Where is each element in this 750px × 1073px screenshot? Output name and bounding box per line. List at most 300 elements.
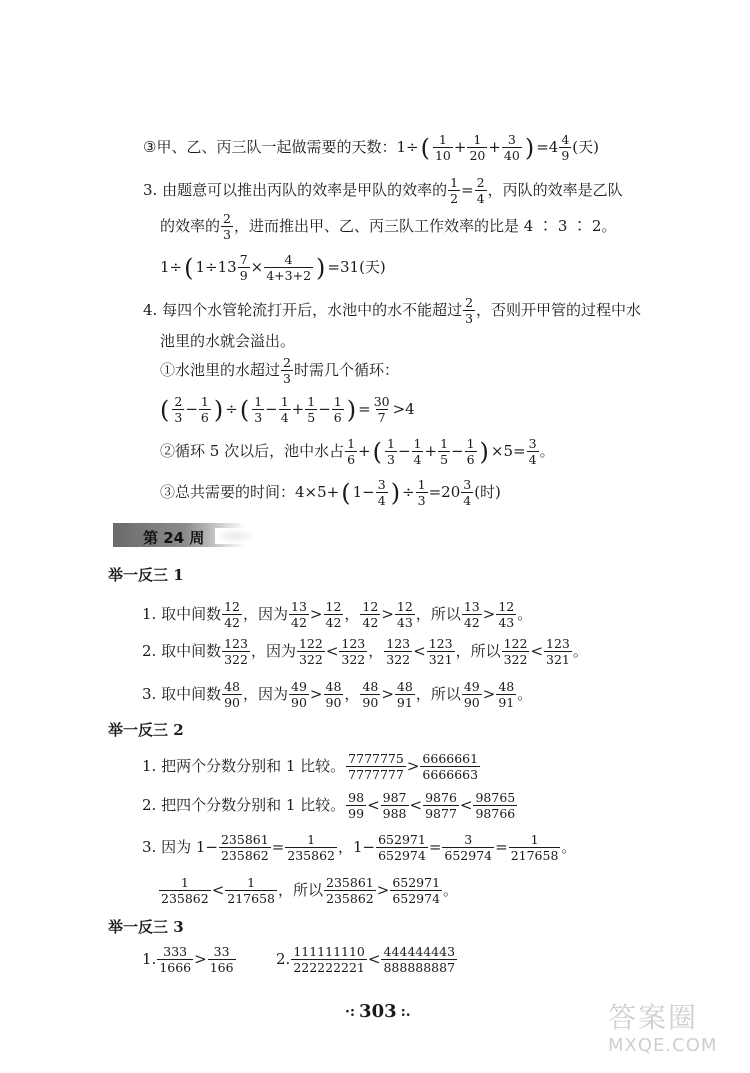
fraction-denominator: 6 xyxy=(466,452,475,468)
paren: ) xyxy=(213,395,224,424)
fraction-denominator: 322 xyxy=(503,652,528,668)
fraction-numerator: 123 xyxy=(341,636,366,651)
fraction-denominator: 652974 xyxy=(378,848,426,864)
fraction xyxy=(297,637,325,666)
item-text: 。 xyxy=(561,838,577,857)
q4-text: 。 xyxy=(539,442,555,461)
operator: < xyxy=(367,950,381,969)
fraction-denominator: 20 xyxy=(469,148,486,164)
fraction-numerator: 1 xyxy=(347,436,356,451)
fraction xyxy=(279,395,291,424)
s1-item-2 xyxy=(142,637,588,666)
fraction-denominator: 4 xyxy=(280,410,289,426)
q4-line-2 xyxy=(160,334,295,349)
fraction-denominator: 99 xyxy=(348,806,365,822)
fraction-numerator: 3 xyxy=(507,132,516,147)
q4-text: =20 xyxy=(428,483,461,502)
fraction xyxy=(252,395,264,424)
fraction xyxy=(219,833,271,862)
operator: − xyxy=(451,442,464,461)
operator: = xyxy=(358,400,371,419)
item-text: 1. xyxy=(142,950,157,969)
fraction xyxy=(222,680,242,709)
fraction-numerator: 4 xyxy=(561,132,570,147)
fraction-numerator: 6666661 xyxy=(422,751,479,766)
fraction-numerator: 122 xyxy=(503,636,528,651)
fraction-numerator: 12 xyxy=(498,599,515,614)
item-text: ，因为 xyxy=(243,605,289,624)
operator: > xyxy=(381,605,394,624)
paren: ) xyxy=(524,133,535,162)
fraction-denominator: 322 xyxy=(386,652,411,668)
q4-step3 xyxy=(160,478,501,507)
fraction-numerator: 49 xyxy=(463,679,480,694)
fraction xyxy=(475,176,487,205)
fraction xyxy=(473,791,517,820)
operator: > xyxy=(482,605,496,624)
fraction xyxy=(463,296,475,325)
paren: ( xyxy=(184,253,194,282)
q4-step1 xyxy=(160,356,399,385)
fraction-numerator: 1 xyxy=(280,394,289,409)
fraction-denominator: 321 xyxy=(428,652,453,668)
s2-item-2 xyxy=(142,791,518,820)
item-text: ， xyxy=(344,605,360,624)
paren: ( xyxy=(372,437,382,466)
fraction xyxy=(502,637,530,666)
operator: > xyxy=(309,605,323,624)
fraction xyxy=(416,478,428,507)
fraction-numerator: 48 xyxy=(224,679,240,694)
fraction xyxy=(427,637,455,666)
item-text: ，所以 xyxy=(278,881,324,900)
q4-step2 xyxy=(160,437,555,466)
unit-text: (时) xyxy=(474,483,501,502)
fraction xyxy=(559,133,571,162)
fraction-denominator: 9877 xyxy=(425,806,457,822)
q4-expression-1 xyxy=(158,395,415,424)
fraction-numerator: 2 xyxy=(476,175,485,190)
q3-text: 3. 由题意可以推出丙队的效率是甲队的效率的 xyxy=(143,181,448,200)
fraction xyxy=(281,356,293,385)
fraction-denominator: 5 xyxy=(307,410,316,426)
fraction-numerator: 1 xyxy=(200,394,209,409)
fraction-denominator: 322 xyxy=(224,652,248,668)
fraction-numerator: 3 xyxy=(463,477,472,492)
fraction xyxy=(467,133,487,162)
fraction xyxy=(324,600,344,629)
fraction xyxy=(289,600,309,629)
fraction xyxy=(496,600,516,629)
operator: > xyxy=(376,881,390,900)
fraction-denominator: 9 xyxy=(239,268,248,284)
circle-marker: ③ xyxy=(143,138,157,157)
fraction-denominator: 90 xyxy=(291,695,307,711)
operator: < xyxy=(367,796,380,815)
fraction-denominator: 42 xyxy=(463,615,480,631)
fraction-numerator: 48 xyxy=(325,679,342,694)
fraction-numerator: 235861 xyxy=(220,832,269,847)
item-text: 。 xyxy=(517,605,533,624)
fraction-denominator: 91 xyxy=(498,695,515,711)
item-text: 1. 取中间数 xyxy=(142,605,222,624)
fraction xyxy=(372,395,392,424)
fraction xyxy=(384,637,412,666)
watermark-url: MXQE.COM xyxy=(608,1035,718,1056)
fraction-numerator: 2 xyxy=(223,211,231,226)
equals-text: =4 xyxy=(536,138,559,157)
item-text: ，所以 xyxy=(415,605,461,624)
q4-text: 池里的水就会溢出。 xyxy=(160,332,296,350)
s1-item-3 xyxy=(142,680,532,709)
fraction-denominator: 1666 xyxy=(159,960,192,976)
fraction-numerator: 122 xyxy=(298,636,323,651)
q4-text: ，否则开甲管的过程中水 xyxy=(476,301,642,320)
item-text: ， xyxy=(344,685,360,704)
fraction-denominator: 90 xyxy=(325,695,342,711)
q4-text: 时需几个循环： xyxy=(293,361,399,380)
fraction xyxy=(305,395,317,424)
s3-item-1 xyxy=(142,945,237,974)
fraction xyxy=(502,133,522,162)
fraction xyxy=(264,253,313,282)
operator: ÷ xyxy=(225,400,238,419)
operator: = xyxy=(495,838,508,857)
fraction-numerator: 1 xyxy=(247,875,256,890)
fraction-numerator: 7 xyxy=(239,252,248,267)
fraction-numerator: 30 xyxy=(373,394,390,409)
step-text: 甲、乙、丙三队一起做需要的天数：1÷ xyxy=(156,138,419,157)
operator: = xyxy=(271,838,285,857)
item-text: 。 xyxy=(572,642,588,661)
q4-text: >4 xyxy=(392,400,415,419)
q3-text: =31(天) xyxy=(327,258,386,277)
operator: < xyxy=(409,796,423,815)
fraction-numerator: 98 xyxy=(348,790,365,805)
operator: = xyxy=(461,181,474,200)
page-number xyxy=(345,1001,411,1022)
paren: ( xyxy=(239,395,250,424)
fraction-denominator: 4 xyxy=(528,452,537,468)
fraction xyxy=(544,637,572,666)
fraction-numerator: 12 xyxy=(362,599,379,614)
item-text: 3. 因为 1− xyxy=(142,838,218,857)
fraction-denominator: 6 xyxy=(333,410,342,426)
fraction-numerator: 12 xyxy=(224,599,240,614)
q3-text: 1÷ xyxy=(160,258,183,277)
item-text: 2. 把四个分数分别和 1 比较。 xyxy=(142,796,346,815)
operator: > xyxy=(482,685,496,704)
fraction xyxy=(395,600,415,629)
q4-text: ②循环 5 次以后，池中水占 xyxy=(160,442,345,461)
fraction-numerator: 9876 xyxy=(425,790,457,805)
fraction-denominator: 6 xyxy=(347,452,356,468)
fraction-denominator: 42 xyxy=(362,615,379,631)
fraction-numerator: 1 xyxy=(450,175,459,190)
q4-text: 4. 每四个水管轮流打开后，水池中的水不能超过 xyxy=(143,301,463,320)
fraction xyxy=(433,133,453,162)
operator: < xyxy=(459,796,473,815)
fraction xyxy=(376,833,428,862)
fraction xyxy=(339,637,367,666)
paren: ) xyxy=(390,478,401,507)
fraction-numerator: 2 xyxy=(283,355,291,370)
fraction xyxy=(345,437,357,466)
fraction-numerator: 49 xyxy=(291,679,307,694)
s2-item-3 xyxy=(142,833,576,862)
fraction-denominator: 235862 xyxy=(161,891,209,907)
fraction-denominator: 321 xyxy=(546,652,570,668)
fraction-denominator: 90 xyxy=(224,695,240,711)
operator: − xyxy=(265,400,278,419)
fraction-denominator: 4 xyxy=(463,493,472,509)
paren: ) xyxy=(479,437,489,466)
fraction-denominator: 43 xyxy=(396,615,413,631)
fraction-denominator: 10 xyxy=(434,148,451,164)
fraction-denominator: 322 xyxy=(298,652,323,668)
fraction-denominator: 166 xyxy=(209,960,234,976)
fraction-numerator: 111111110 xyxy=(293,944,365,959)
fraction-denominator: 235862 xyxy=(287,848,335,864)
item-text: 3. 取中间数 xyxy=(142,685,222,704)
fraction xyxy=(442,833,494,862)
paren: ( xyxy=(160,395,170,424)
fraction xyxy=(285,833,337,862)
fraction-numerator: 123 xyxy=(428,636,453,651)
fraction-numerator: 1 xyxy=(473,132,482,147)
fraction-numerator: 7777775 xyxy=(348,751,404,766)
fraction-denominator: 91 xyxy=(396,695,413,711)
fraction xyxy=(208,945,236,974)
fraction-denominator: 6 xyxy=(200,410,209,426)
fraction-numerator: 12 xyxy=(325,599,342,614)
fraction-numerator: 1 xyxy=(438,132,447,147)
fraction-denominator: 217658 xyxy=(227,891,276,907)
fraction xyxy=(221,212,233,241)
fraction-denominator: 7 xyxy=(377,410,386,426)
operator: + xyxy=(358,442,371,461)
item-text: ，1− xyxy=(337,838,376,857)
fraction-numerator: 13 xyxy=(463,599,480,614)
operator: × xyxy=(250,258,264,277)
operator: > xyxy=(309,685,323,704)
fraction xyxy=(462,680,482,709)
fraction-numerator: 1 xyxy=(466,436,475,451)
fraction-numerator: 444444443 xyxy=(383,944,456,959)
operator: − xyxy=(397,442,411,461)
item-text: ，所以 xyxy=(455,642,501,661)
fraction-numerator: 123 xyxy=(546,636,570,651)
fraction xyxy=(289,680,309,709)
fraction-denominator: 4+3+2 xyxy=(266,268,312,284)
fraction-denominator: 4 xyxy=(476,191,485,207)
fraction xyxy=(225,876,277,905)
fraction-numerator: 2 xyxy=(465,295,474,310)
operator: ÷ xyxy=(402,483,415,502)
operator: − xyxy=(185,400,198,419)
fraction-denominator: 217658 xyxy=(510,848,559,864)
item-text: ，因为 xyxy=(243,685,289,704)
fraction-denominator: 5 xyxy=(440,452,449,468)
fraction xyxy=(172,395,184,424)
fraction-denominator: 42 xyxy=(224,615,240,631)
fraction-numerator: 3 xyxy=(377,477,386,492)
operator: + xyxy=(291,400,305,419)
footer-dots: ·: xyxy=(345,1003,356,1020)
fraction xyxy=(527,437,539,466)
item-text: 2. 取中间数 xyxy=(142,642,222,661)
page-number-text: 303 xyxy=(359,1001,397,1022)
fraction-numerator: 48 xyxy=(498,679,515,694)
fraction xyxy=(238,253,250,282)
fraction-numerator: 48 xyxy=(396,679,413,694)
fraction-denominator: 988 xyxy=(382,806,407,822)
fraction-numerator: 1 xyxy=(413,436,422,451)
fraction-denominator: 322 xyxy=(341,652,366,668)
section-heading-1 xyxy=(108,568,184,583)
s1-item-1 xyxy=(142,600,532,629)
operator: + xyxy=(453,138,467,157)
fraction xyxy=(448,176,460,205)
fraction-numerator: 652971 xyxy=(378,832,426,847)
fraction-denominator: 222222221 xyxy=(293,960,365,976)
fraction xyxy=(423,791,459,820)
fraction-numerator: 12 xyxy=(396,599,413,614)
fraction-numerator: 235861 xyxy=(326,875,374,890)
operator: + xyxy=(424,442,438,461)
fraction xyxy=(291,945,367,974)
fraction-denominator: 652974 xyxy=(444,848,493,864)
operator: > xyxy=(381,685,394,704)
item-text: 1. 把两个分数分别和 1 比较。 xyxy=(142,757,346,776)
fraction xyxy=(496,680,516,709)
fraction-denominator: 7777777 xyxy=(348,767,404,783)
fraction-numerator: 3 xyxy=(528,436,537,451)
item-text: 。 xyxy=(443,881,459,900)
operator: < xyxy=(530,642,544,661)
step3-line xyxy=(143,133,599,162)
item-text: ， xyxy=(368,642,384,661)
s3-item-2 xyxy=(276,945,458,974)
fraction xyxy=(376,478,388,507)
fraction-numerator: 2 xyxy=(174,394,183,409)
fraction-numerator: 1 xyxy=(333,394,342,409)
fraction-numerator: 13 xyxy=(291,599,307,614)
fraction-denominator: 3 xyxy=(417,493,426,509)
fraction-denominator: 90 xyxy=(463,695,480,711)
fraction xyxy=(462,600,482,629)
fraction xyxy=(461,478,473,507)
fraction-numerator: 1 xyxy=(530,832,539,847)
fraction-denominator: 2 xyxy=(450,191,459,207)
operator: < xyxy=(413,642,426,661)
fraction-denominator: 3 xyxy=(254,410,263,426)
fraction xyxy=(159,876,211,905)
fraction-numerator: 3 xyxy=(464,832,473,847)
fraction xyxy=(395,680,415,709)
fraction-numerator: 33 xyxy=(213,944,230,959)
fraction xyxy=(199,395,211,424)
fraction xyxy=(222,637,250,666)
fraction xyxy=(157,945,193,974)
q3-text: 1÷13 xyxy=(195,258,237,277)
fraction-numerator: 4 xyxy=(284,252,293,267)
operator: > xyxy=(194,950,207,969)
fraction-denominator: 4 xyxy=(377,493,386,509)
fraction-denominator: 98766 xyxy=(475,806,516,822)
fraction-denominator: 9 xyxy=(561,148,570,164)
section-heading-2 xyxy=(108,723,184,738)
fraction-denominator: 235862 xyxy=(326,891,374,907)
q4-text: ①水池里的水超过 xyxy=(160,361,281,380)
fraction xyxy=(346,752,406,781)
fraction-denominator: 42 xyxy=(325,615,342,631)
footer-dots: :. xyxy=(400,1003,411,1020)
fraction xyxy=(332,395,344,424)
fraction-denominator: 43 xyxy=(498,615,515,631)
q3-line-1 xyxy=(143,176,623,205)
fraction-numerator: 123 xyxy=(224,636,248,651)
operator: > xyxy=(406,757,420,776)
fraction-denominator: 4 xyxy=(413,452,422,468)
fraction-denominator: 3 xyxy=(223,227,231,243)
fraction xyxy=(420,752,480,781)
fraction-numerator: 333 xyxy=(163,944,188,959)
fraction xyxy=(385,437,397,466)
paren: ( xyxy=(341,478,351,507)
unit-text: (天) xyxy=(572,138,599,157)
item-text: 2. xyxy=(276,950,291,969)
fraction-numerator: 1 xyxy=(254,394,263,409)
fraction-denominator: 235862 xyxy=(220,848,269,864)
fraction-numerator: 98765 xyxy=(475,790,516,805)
fraction-numerator: 987 xyxy=(382,790,407,805)
q3-text: ，进而推出甲、乙、丙三队工作效率的比是 4 ∶ 3 ∶ 2。 xyxy=(233,217,617,236)
s2-item-1 xyxy=(142,752,481,781)
print-smudge xyxy=(215,528,255,544)
operator: < xyxy=(325,642,339,661)
section-heading-3 xyxy=(108,920,184,935)
fraction-numerator: 1 xyxy=(387,436,395,451)
fraction-numerator: 1 xyxy=(180,875,189,890)
paren: ) xyxy=(346,395,357,424)
item-text: 。 xyxy=(517,685,533,704)
q3-text: ，丙队的效率是乙队 xyxy=(487,181,623,200)
q4-line-1 xyxy=(143,296,641,325)
fraction xyxy=(360,600,380,629)
fraction-denominator: 40 xyxy=(503,148,520,164)
operator: < xyxy=(211,881,225,900)
fraction-denominator: 3 xyxy=(174,410,183,426)
fraction xyxy=(324,680,344,709)
fraction-denominator: 652974 xyxy=(392,891,441,907)
fraction xyxy=(222,600,242,629)
s2-item-4 xyxy=(158,876,458,905)
fraction xyxy=(360,680,380,709)
heading-text: 举一反三 2 xyxy=(108,721,184,739)
fraction-denominator: 888888887 xyxy=(383,960,456,976)
fraction xyxy=(465,437,477,466)
fraction-denominator: 3 xyxy=(387,452,395,468)
week-label: 第 24 周 xyxy=(143,529,205,547)
q3-text: 的效率的 xyxy=(160,217,221,236)
fraction-numerator: 652971 xyxy=(392,875,441,890)
heading-text: 举一反三 3 xyxy=(108,918,184,936)
item-text: ，所以 xyxy=(415,685,461,704)
fraction xyxy=(438,437,450,466)
q3-line-2 xyxy=(160,212,616,241)
fraction xyxy=(381,945,457,974)
